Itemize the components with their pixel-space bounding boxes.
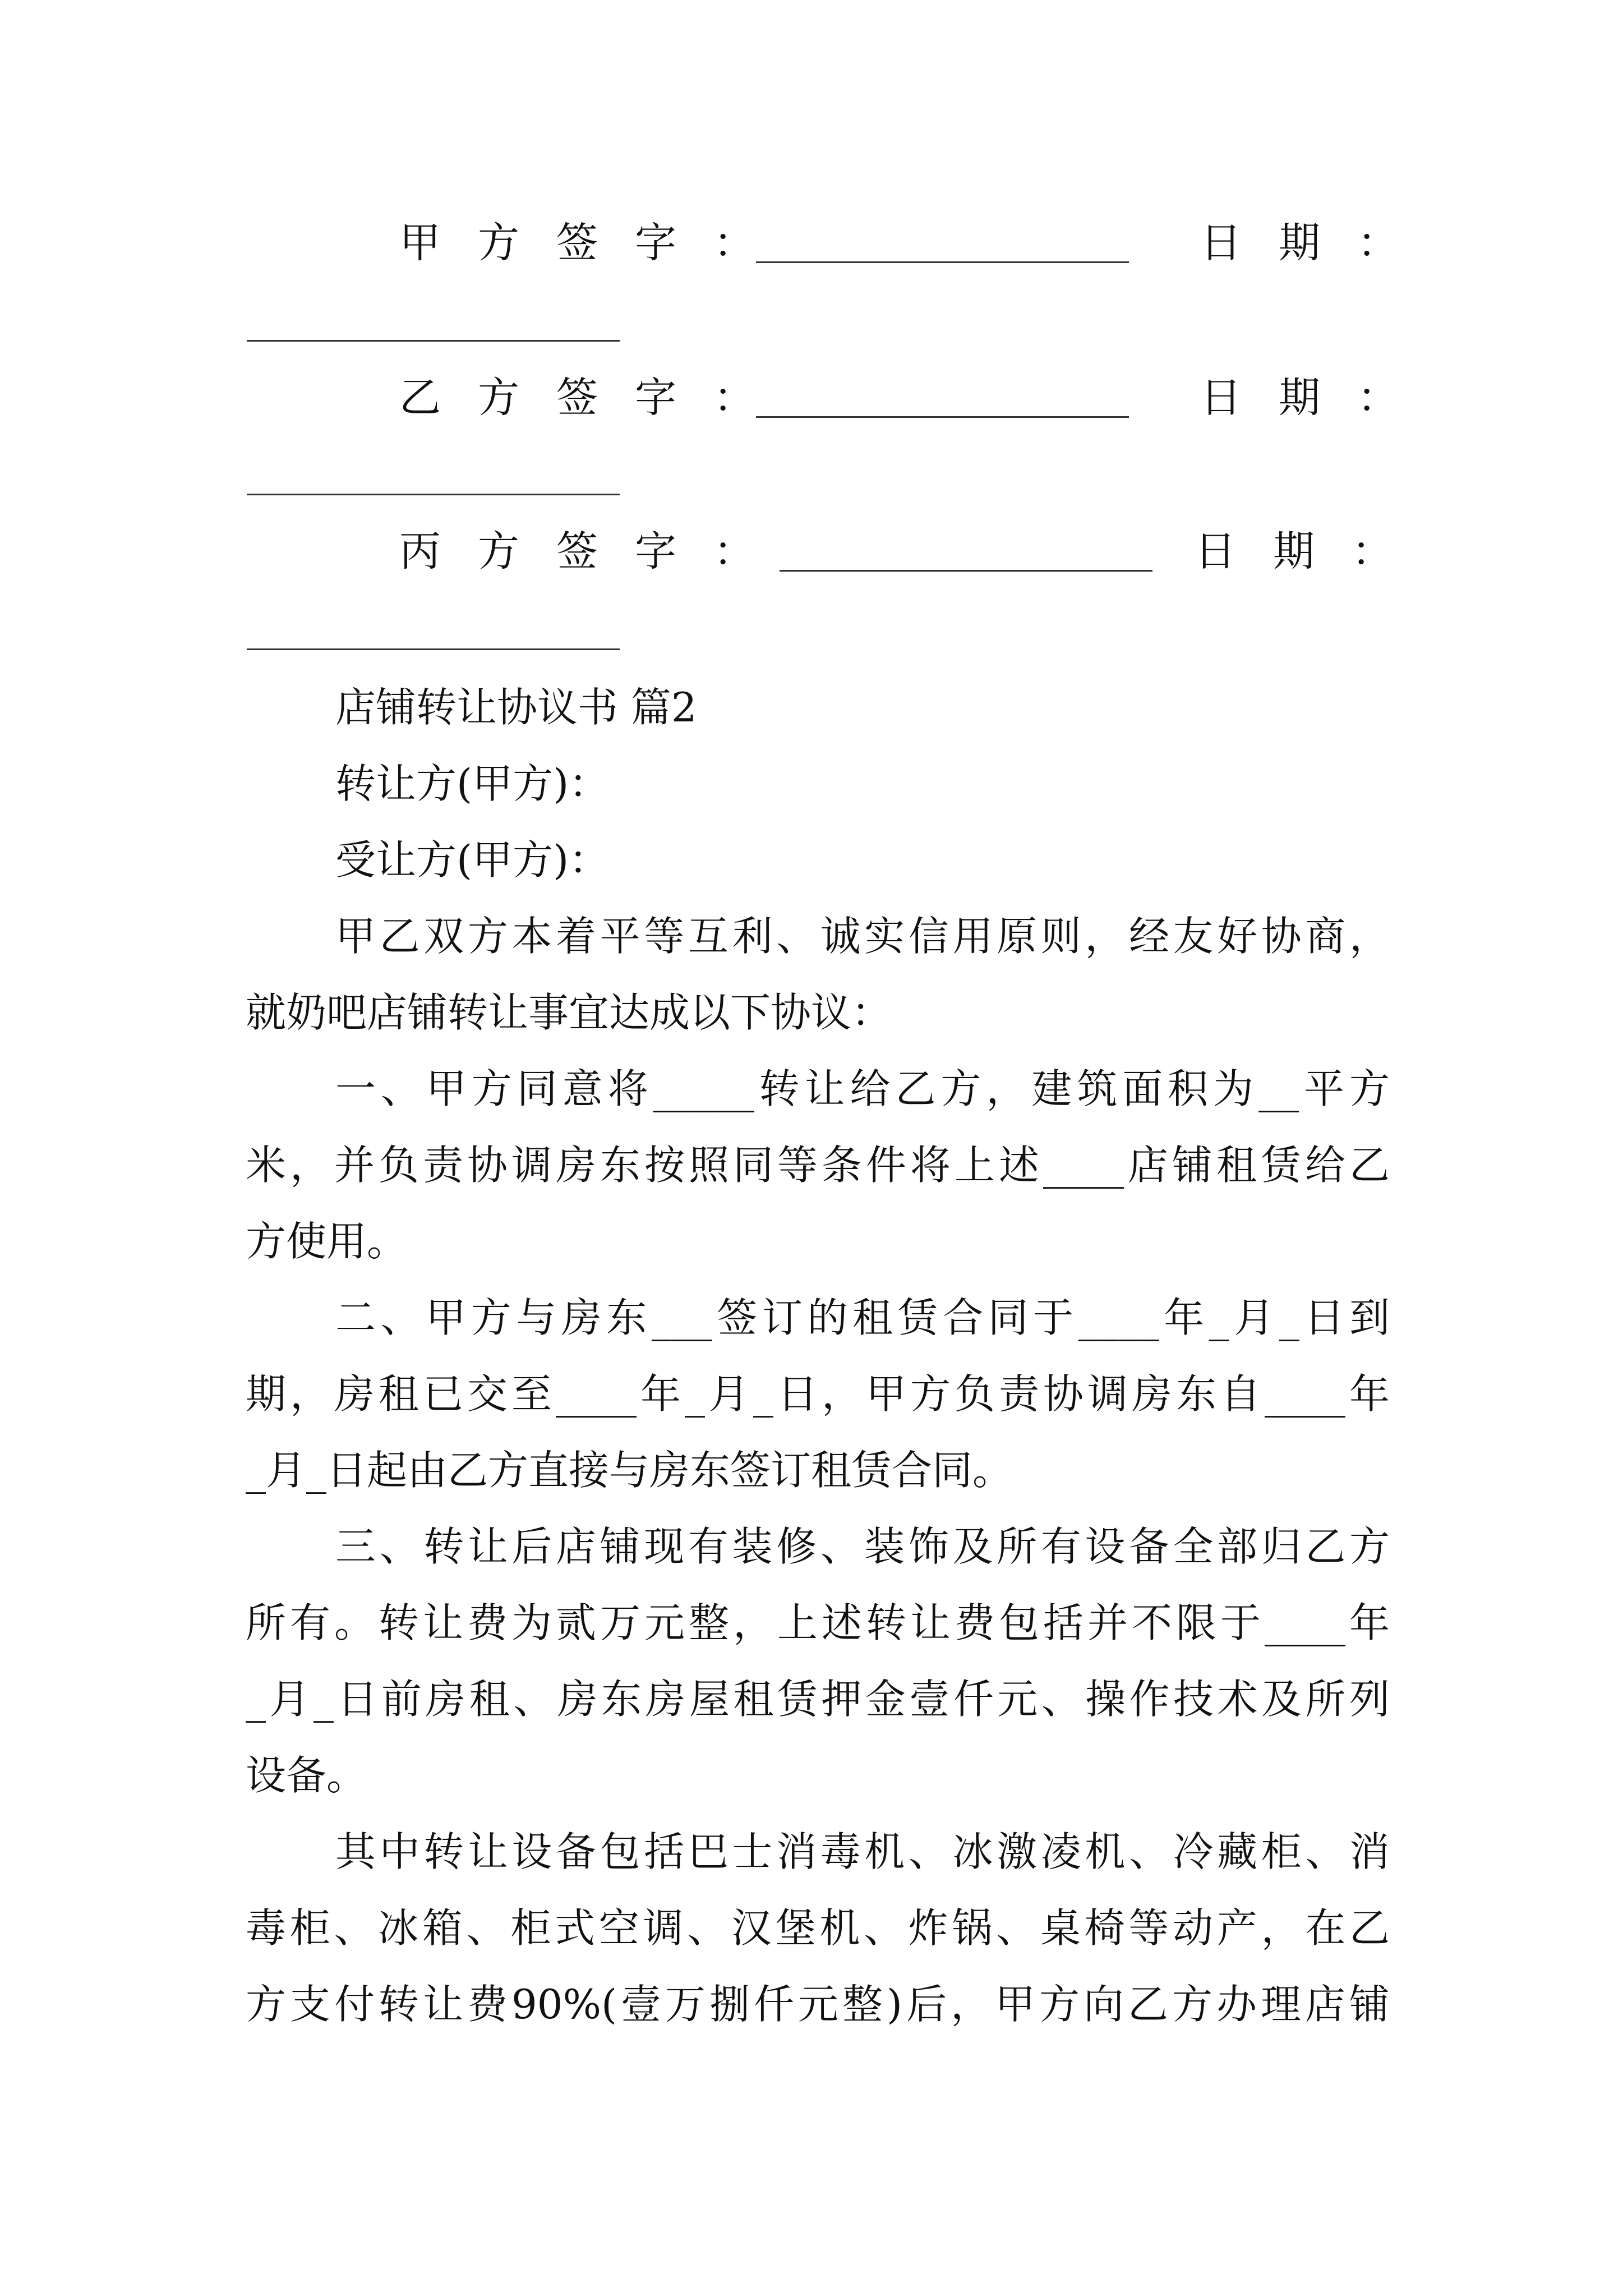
clause-1-line-1: 一、甲方同意将_____转让给乙方，建筑面积为__平方 <box>335 1065 1390 1112</box>
party-c-signature-line[interactable] <box>780 570 1152 572</box>
clause-2-line-3: _月_日起由乙方直接与房东签订租赁合同。 <box>246 1447 1013 1494</box>
equipment-line-3: 方支付转让费90%(壹万捌仟元整)后，甲方向乙方办理店铺 <box>246 1981 1390 2028</box>
party-a-date-label: 日期： <box>1200 219 1436 267</box>
party-c-date-label: 日期： <box>1195 527 1430 576</box>
transferor-line: 转让方(甲方)： <box>335 760 610 807</box>
intro-line-2: 就奶吧店铺转让事宜达成以下协议： <box>246 989 892 1036</box>
section-title: 店铺转让协议书 篇2 <box>335 684 697 731</box>
clause-3-line-1: 三、转让后店铺现有装修、装饰及所有设备全部归乙方 <box>335 1523 1390 1570</box>
equipment-line-2: 毒柜、冰箱、柜式空调、汉堡机、炸锅、桌椅等动产，在乙 <box>246 1904 1390 1952</box>
clause-1-line-3: 方使用。 <box>246 1218 408 1265</box>
party-b-date-line[interactable] <box>247 494 620 495</box>
clause-3-line-2: 所有。转让费为贰万元整，上述转让费包括并不限于____年 <box>246 1599 1390 1646</box>
party-b-signature-label: 乙方签字： <box>399 374 792 422</box>
clause-2-line-2: 期，房租已交至____年_月_日，甲方负责协调房东自____年 <box>246 1370 1390 1418</box>
party-a-signature-label: 甲方签字： <box>399 219 792 267</box>
party-b-signature-line[interactable] <box>756 416 1129 418</box>
clause-1-line-2: 米，并负责协调房东按照同等条件将上述____店铺租赁给乙 <box>246 1142 1390 1189</box>
clause-2-line-1: 二、甲方与房东___签订的租赁合同于____年_月_日到 <box>335 1294 1390 1341</box>
party-b-date-label: 日期： <box>1200 374 1436 422</box>
party-c-date-line[interactable] <box>247 648 620 650</box>
intro-line-1: 甲乙双方本着平等互利、诚实信用原则，经友好协商， <box>335 913 1390 960</box>
party-a-signature-line[interactable] <box>756 261 1129 263</box>
clause-3-line-4: 设备。 <box>246 1752 367 1799</box>
equipment-line-1: 其中转让设备包括巴士消毒机、冰激凌机、冷藏柜、消 <box>335 1828 1390 1875</box>
party-c-signature-label: 丙方签字： <box>399 527 792 576</box>
party-a-date-line[interactable] <box>247 340 620 342</box>
clause-3-line-3: _月_日前房租、房东房屋租赁押金壹仟元、操作技术及所列 <box>246 1676 1390 1723</box>
transferee-line: 受让方(甲方)： <box>335 836 610 884</box>
